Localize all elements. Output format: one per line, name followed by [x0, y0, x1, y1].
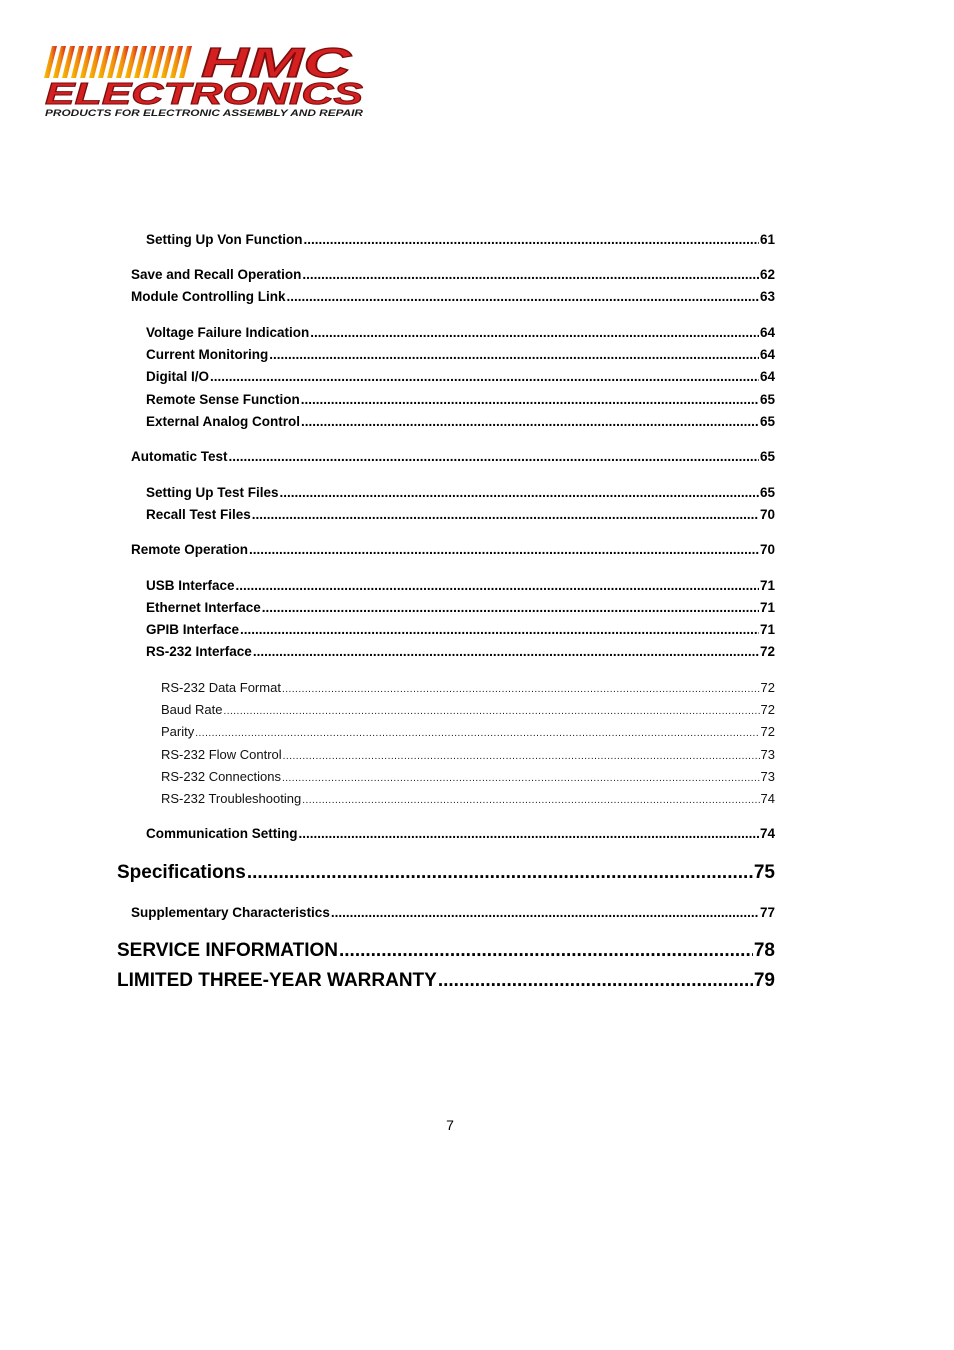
- toc-leader: [229, 449, 759, 464]
- toc-entry[interactable]: [131, 905, 775, 920]
- toc-entry[interactable]: [146, 485, 775, 500]
- toc-entry-label: Voltage Failure Indication: [146, 325, 310, 340]
- toc-entry-label: Remote Sense Function: [146, 392, 300, 407]
- toc-entry-page: 73: [760, 747, 775, 762]
- toc-entry[interactable]: [146, 347, 775, 362]
- toc-entry-label: External Analog Control: [146, 414, 301, 429]
- toc-entry-page: 65: [759, 449, 775, 464]
- toc-leader: [249, 542, 759, 557]
- toc-entry-page: 72: [760, 680, 775, 695]
- toc-entry[interactable]: [161, 769, 775, 784]
- toc-entry-label: SERVICE INFORMATION: [117, 940, 338, 961]
- toc-entry[interactable]: [161, 791, 775, 806]
- toc-entry-label: Parity: [161, 724, 195, 739]
- toc-entry-page: 62: [759, 267, 775, 282]
- toc-entry-page: 74: [759, 826, 775, 841]
- toc-leader: [438, 970, 753, 992]
- toc-entry-label: Remote Operation: [131, 542, 249, 557]
- toc-entry-page: 72: [759, 644, 775, 659]
- toc-leader: [240, 622, 759, 637]
- toc-leader: [262, 600, 759, 615]
- toc-leader: [195, 728, 759, 739]
- toc-entry[interactable]: [161, 747, 775, 762]
- toc-entry-label: USB Interface: [146, 578, 235, 593]
- toc-entry[interactable]: [131, 542, 775, 557]
- toc-entry-label: Recall Test Files: [146, 507, 251, 522]
- toc-entry[interactable]: [146, 414, 775, 429]
- toc-entry-label: Ethernet Interface: [146, 600, 261, 615]
- toc-entry-label: Setting Up Test Files: [146, 485, 279, 500]
- toc-leader: [282, 684, 760, 695]
- toc-entry-label: RS-232 Data Format: [161, 680, 281, 695]
- toc-entry-page: 74: [760, 791, 775, 806]
- toc-entry[interactable]: [131, 449, 775, 464]
- toc-entry-label: RS-232 Connections: [161, 769, 281, 784]
- toc-entry-page: 73: [760, 769, 775, 784]
- toc-entry-page: 72: [760, 702, 775, 717]
- toc-entry-page: 65: [759, 485, 775, 500]
- toc-entry-label: GPIB Interface: [146, 622, 240, 637]
- toc-entry-label: RS-232 Interface: [146, 644, 252, 659]
- toc-entry-label: Automatic Test: [131, 449, 228, 464]
- toc-entry[interactable]: [161, 702, 775, 717]
- toc-leader: [299, 826, 759, 841]
- toc-entry[interactable]: [146, 644, 775, 659]
- toc-entry[interactable]: [146, 392, 775, 407]
- toc-leader: [283, 751, 760, 762]
- toc-entry[interactable]: [146, 507, 775, 522]
- toc-entry-label: Save and Recall Operation: [131, 267, 302, 282]
- toc-entry-label: Current Monitoring: [146, 347, 269, 362]
- toc-leader: [302, 795, 759, 806]
- toc-entry[interactable]: [146, 369, 775, 384]
- toc-entry-page: 70: [759, 507, 775, 522]
- logo-tagline: PRODUCTS FOR ELECTRONIC ASSEMBLY AND REPAIR: [45, 108, 364, 119]
- toc-entry-label: Baud Rate: [161, 702, 223, 717]
- toc-leader: [286, 289, 758, 304]
- toc-leader: [303, 232, 758, 247]
- toc-entry-page: 77: [759, 905, 775, 920]
- toc-entry-label: LIMITED THREE-YEAR WARRANTY: [117, 970, 437, 991]
- toc-entry-page: 61: [759, 232, 775, 247]
- toc-leader: [223, 706, 759, 717]
- toc-leader: [302, 267, 759, 282]
- toc-entry[interactable]: [146, 325, 775, 340]
- toc-entry[interactable]: [117, 940, 775, 962]
- toc-entry-page: 71: [759, 578, 775, 593]
- page-number: 7: [446, 1117, 454, 1133]
- toc-entry-label: Setting Up Von Function: [146, 232, 303, 247]
- toc-entry-page: 79: [753, 970, 775, 991]
- toc-entry[interactable]: [161, 724, 775, 739]
- toc-entry[interactable]: [146, 232, 775, 247]
- toc-entry-page: 64: [759, 347, 775, 362]
- toc-entry-label: RS-232 Flow Control: [161, 747, 282, 762]
- toc-leader: [310, 325, 759, 340]
- toc-entry-page: 78: [753, 940, 775, 961]
- toc-leader: [247, 862, 753, 884]
- toc-entry-label: Module Controlling Link: [131, 289, 286, 304]
- toc-entry-page: 65: [759, 414, 775, 429]
- toc-entry[interactable]: [146, 600, 775, 615]
- toc-leader: [269, 347, 759, 362]
- toc-leader: [253, 644, 759, 659]
- toc-entry-label: Supplementary Characteristics: [131, 905, 330, 920]
- toc-entry[interactable]: [161, 680, 775, 695]
- toc-entry-label: Communication Setting: [146, 826, 298, 841]
- toc-leader: [280, 485, 759, 500]
- toc-entry[interactable]: [146, 622, 775, 637]
- toc-entry-page: 65: [759, 392, 775, 407]
- toc-entry-page: 75: [753, 862, 775, 883]
- toc-entry[interactable]: [117, 970, 775, 992]
- toc-leader: [339, 940, 753, 962]
- toc-entry[interactable]: [117, 862, 775, 884]
- toc-leader: [252, 507, 759, 522]
- toc-leader: [236, 578, 759, 593]
- toc-entry[interactable]: [131, 267, 775, 282]
- toc-entry[interactable]: [146, 826, 775, 841]
- toc-leader: [331, 905, 759, 920]
- toc-entry-label: Digital I/O: [146, 369, 210, 384]
- toc-entry-label: Specifications: [117, 862, 246, 883]
- toc-entry[interactable]: [131, 289, 775, 304]
- toc-leader: [301, 392, 759, 407]
- toc-leader: [301, 414, 759, 429]
- toc-entry-page: 64: [759, 325, 775, 340]
- toc-entry-page: 71: [759, 600, 775, 615]
- toc-leader: [210, 369, 759, 384]
- logo-brand-top: HMC: [201, 42, 353, 86]
- toc-entry-label: RS-232 Troubleshooting: [161, 791, 302, 806]
- toc-leader: [282, 773, 760, 784]
- toc-entry-page: 63: [759, 289, 775, 304]
- toc-entry-page: 70: [759, 542, 775, 557]
- toc-entry-page: 71: [759, 622, 775, 637]
- toc-entry-page: 72: [760, 724, 775, 739]
- logo-brand-bottom: ELECTRONICS: [45, 76, 364, 111]
- toc-entry[interactable]: [146, 578, 775, 593]
- toc-entry-page: 64: [759, 369, 775, 384]
